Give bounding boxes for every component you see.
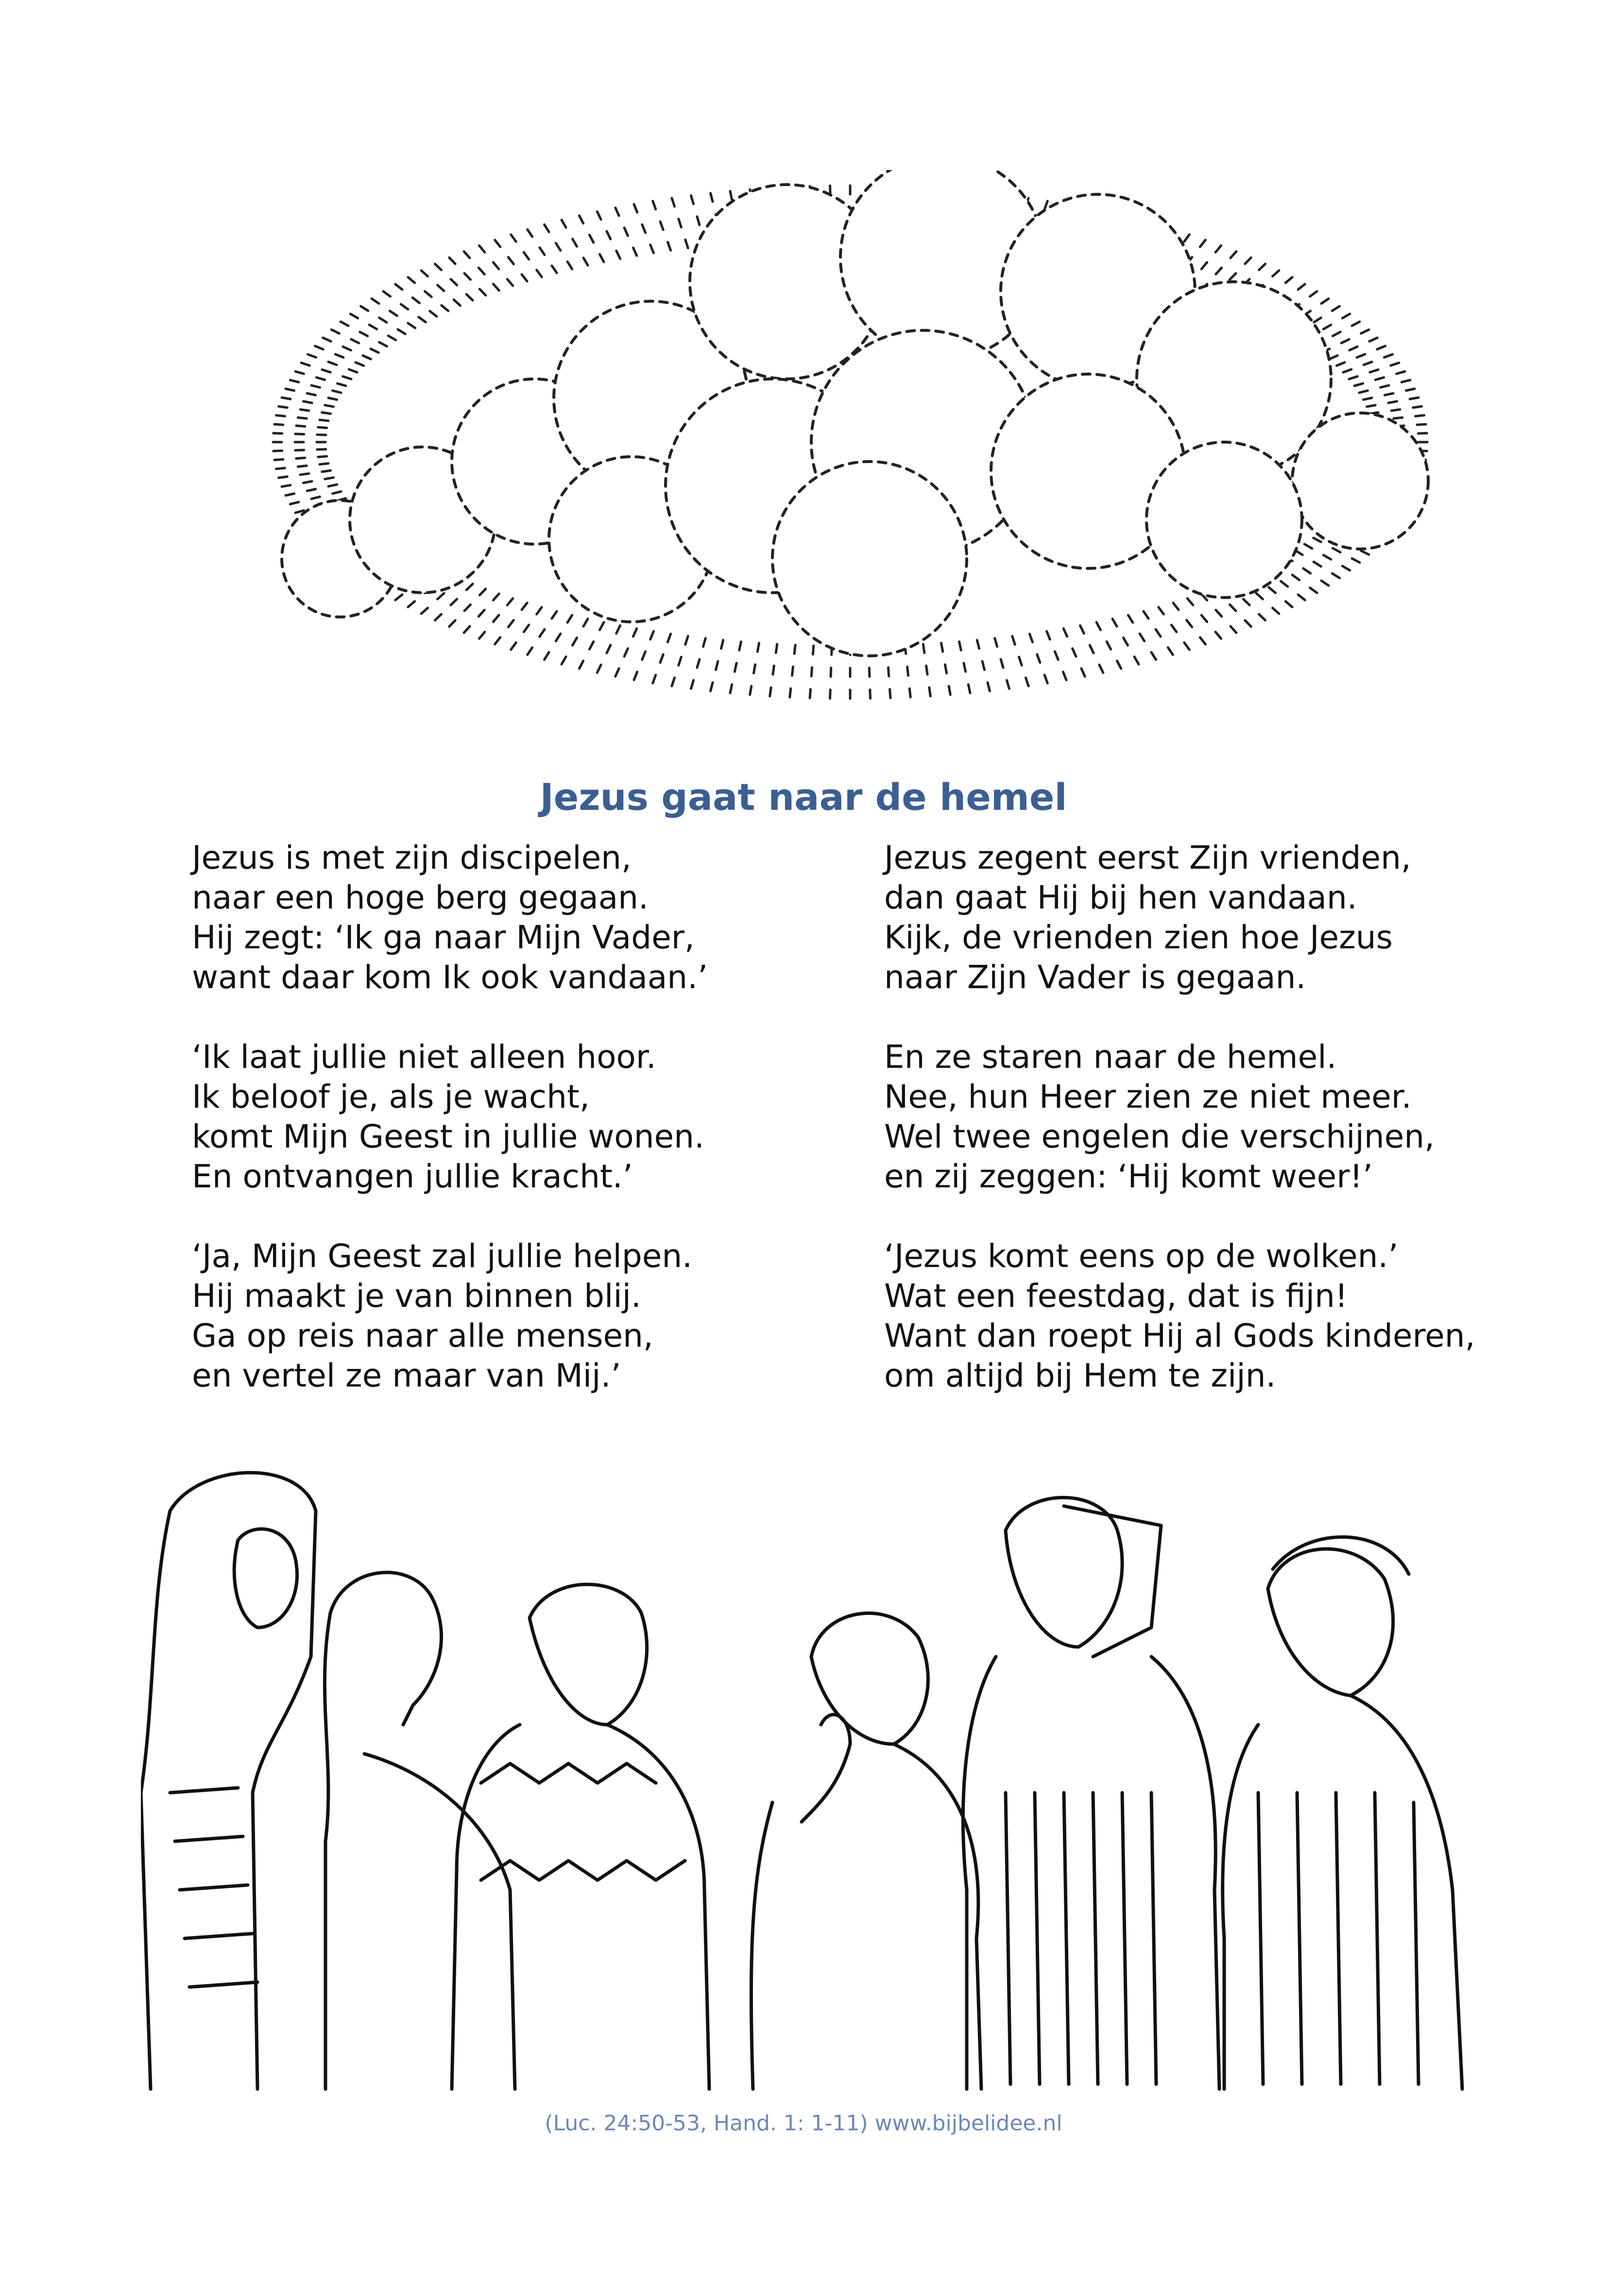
poem-line: komt Mijn Geest in jullie wonen.: [192, 1118, 704, 1155]
poem-line: ‘Ik laat jullie niet alleen hoor.: [192, 1038, 656, 1076]
poem-line: en zij zeggen: ‘Hij komt weer!’: [884, 1158, 1373, 1195]
poem-line: Want dan roept Hij al Gods kinderen,: [884, 1317, 1475, 1354]
stanza: [884, 1037, 1516, 1197]
poem-line: Hij zegt: ‘Ik ga naar Mijn Vader,: [192, 919, 695, 956]
poem-line: want daar kom Ik ook vandaan.’: [192, 959, 708, 996]
stanza: [192, 1236, 823, 1396]
stanza: [884, 1236, 1516, 1396]
poem-line: Ik beloof je, als je wacht,: [192, 1078, 590, 1115]
poem-line: Wat een feestdag, dat is fijn!: [884, 1277, 1348, 1315]
cloud-illustration: [262, 170, 1438, 724]
poem-line: Wel twee engelen die verschijnen,: [884, 1118, 1435, 1155]
poem-line: ‘Jezus komt eens op de wolken.’: [884, 1237, 1399, 1275]
poem-line: En ze staren naar de hemel.: [884, 1038, 1337, 1076]
poem-column-left: [192, 838, 823, 1436]
poem-line: Nee, hun Heer zien ze niet meer.: [884, 1078, 1412, 1115]
poem-line: dan gaat Hij bij hen vandaan.: [884, 879, 1357, 916]
poem-line: Kijk, de vrienden zien hoe Jezus: [884, 919, 1393, 956]
poem-line: Jezus is met zijn discipelen,: [192, 839, 632, 876]
disciples-illustration: [141, 1453, 1477, 2094]
poem-line: Hij maakt je van binnen blij.: [192, 1277, 641, 1315]
footer-reference: (Luc. 24:50-53, Hand. 1: 1-11) www.bijbelidee.nl: [545, 2111, 1062, 2136]
poem-line: Ga op reis naar alle mensen,: [192, 1317, 653, 1354]
poem-line: en vertel ze maar van Mij.’: [192, 1357, 621, 1394]
poem-line: En ontvangen jullie kracht.’: [192, 1158, 633, 1195]
stanza: [192, 838, 823, 997]
poem-line: ‘Ja, Mijn Geest zal jullie helpen.: [192, 1237, 693, 1275]
page-title: Jezus gaat naar de hemel: [540, 775, 1067, 819]
stanza: [192, 1037, 823, 1197]
poem-line: om altijd bij Hem te zijn.: [884, 1357, 1276, 1394]
poem-column-right: [884, 838, 1516, 1436]
poem-line: naar Zijn Vader is gegaan.: [884, 959, 1306, 996]
poem-line: naar een hoge berg gegaan.: [192, 879, 649, 916]
poem-line: Jezus zegent eerst Zijn vrienden,: [884, 839, 1411, 876]
stanza: [884, 838, 1516, 997]
